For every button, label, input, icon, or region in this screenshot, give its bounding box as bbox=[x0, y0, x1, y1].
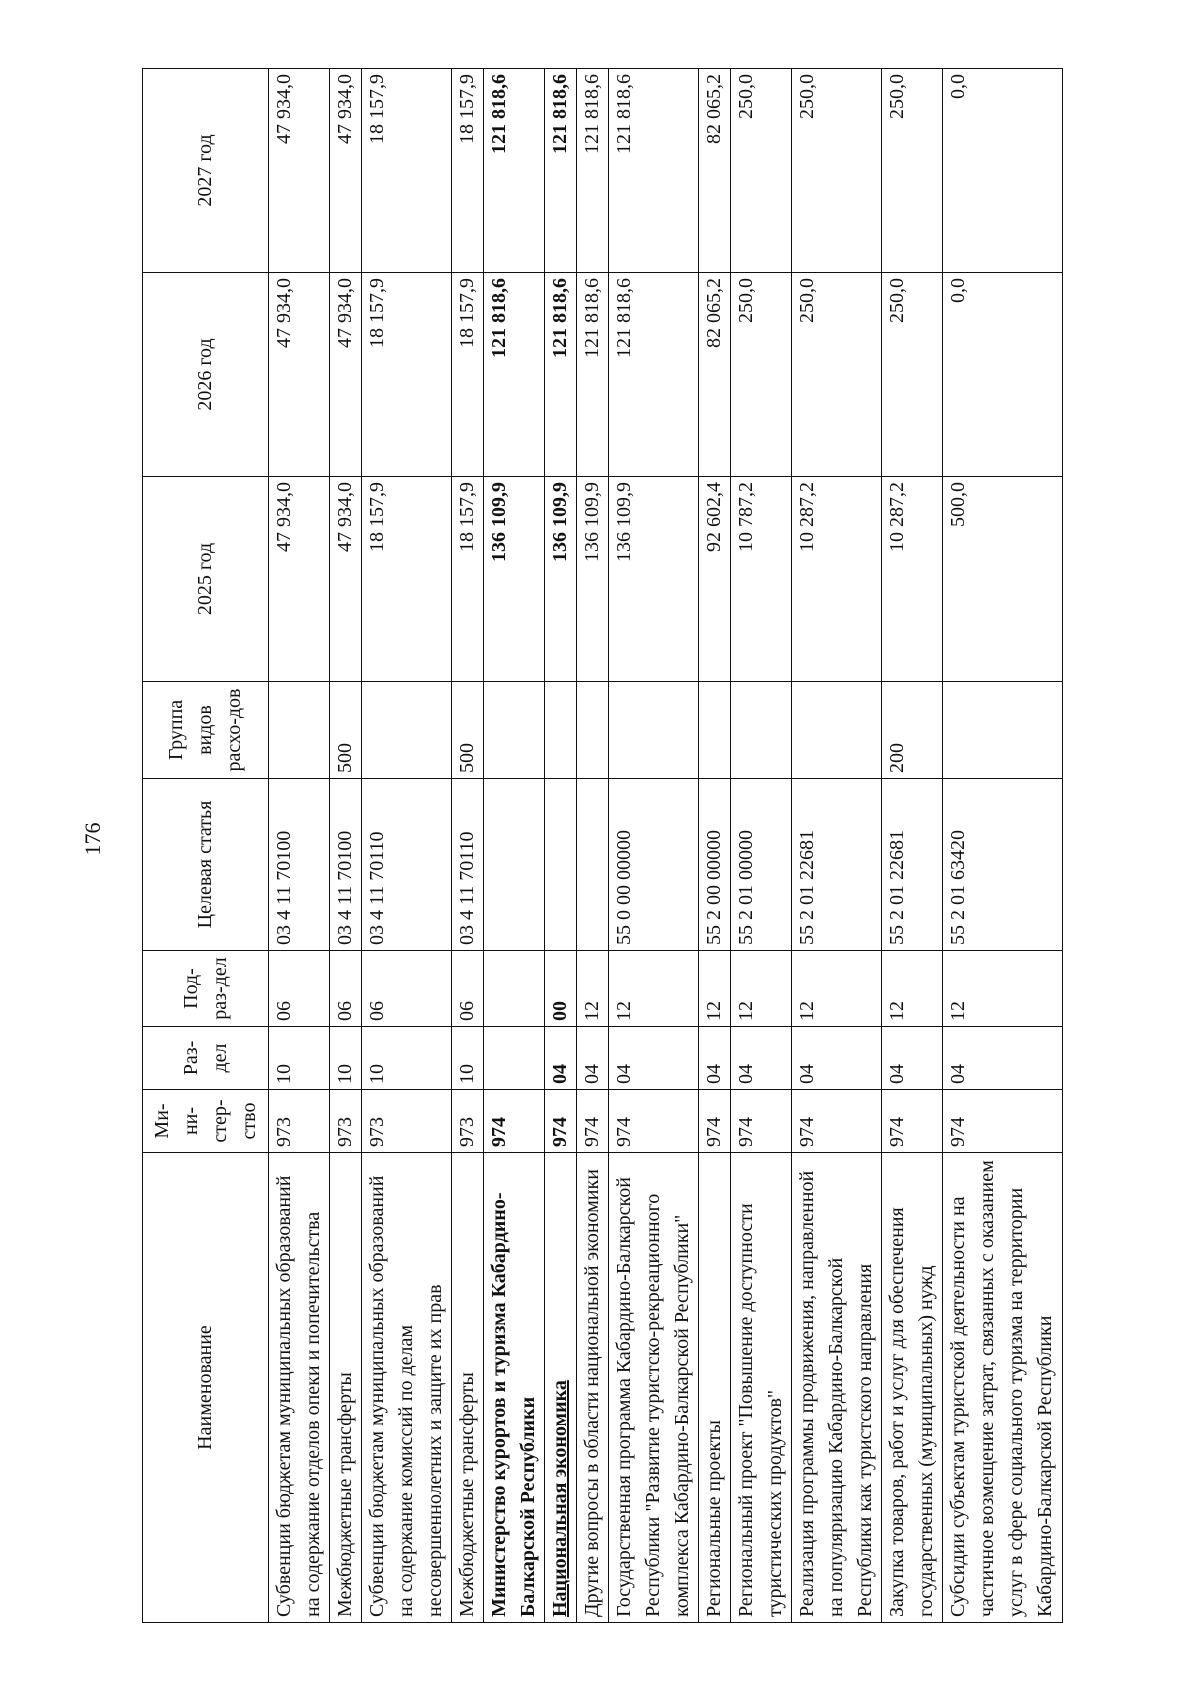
cell-2026: 121 818,6 bbox=[577, 273, 609, 477]
cell-target: 55 2 01 00000 bbox=[731, 779, 792, 951]
cell-target bbox=[545, 779, 577, 951]
cell-2026: 18 157,9 bbox=[452, 273, 484, 477]
cell-name-text: Национальная экономика bbox=[549, 1380, 571, 1617]
cell-group: 500 bbox=[330, 682, 362, 779]
cell-2026: 82 065,2 bbox=[699, 273, 731, 477]
table-row bbox=[731, 69, 792, 1623]
cell-target: 55 0 00 00000 bbox=[609, 779, 699, 951]
cell-subsection: 06 bbox=[362, 951, 452, 1027]
cell-section bbox=[484, 1027, 545, 1090]
cell-target: 55 2 01 22681 bbox=[792, 779, 882, 951]
cell-target: 55 2 01 22681 bbox=[882, 779, 943, 951]
table-row bbox=[452, 69, 484, 1623]
cell-subsection: 06 bbox=[330, 951, 362, 1027]
cell-group bbox=[792, 682, 882, 779]
header-subsection: Под-раз-дел bbox=[143, 951, 269, 1027]
cell-2027: 18 157,9 bbox=[362, 69, 452, 273]
cell-target: 03 4 11 70110 bbox=[362, 779, 452, 951]
cell-group bbox=[269, 682, 330, 779]
cell-2027: 121 818,6 bbox=[545, 69, 577, 273]
cell-section: 04 bbox=[943, 1027, 1063, 1090]
cell-ministry: 973 bbox=[269, 1090, 330, 1153]
header-row bbox=[143, 69, 269, 1623]
header-2025: 2025 год bbox=[143, 477, 269, 682]
budget-table-sheet bbox=[142, 69, 1076, 1623]
rotated-table-wrapper bbox=[142, 69, 1076, 1623]
cell-target bbox=[484, 779, 545, 951]
cell-section: 04 bbox=[882, 1027, 943, 1090]
table-row bbox=[330, 69, 362, 1623]
cell-2026: 47 934,0 bbox=[330, 273, 362, 477]
cell-name: Субвенции бюджетам муниципальных образований на содержание комиссий по делам несовершеннолетних и защите их прав bbox=[362, 1153, 452, 1623]
cell-name: Другие вопросы в области национальной экономики bbox=[577, 1153, 609, 1623]
cell-group: 200 bbox=[882, 682, 943, 779]
cell-2026: 121 818,6 bbox=[545, 273, 577, 477]
cell-2025: 47 934,0 bbox=[269, 477, 330, 682]
cell-2025: 136 109,9 bbox=[484, 477, 545, 682]
cell-2025: 10 287,2 bbox=[882, 477, 943, 682]
table-row bbox=[699, 69, 731, 1623]
cell-name: Реализация программы продвижения, направленной на популяризацию Кабардино-Балкарской Республики как туристского направления bbox=[792, 1153, 882, 1623]
table-row bbox=[545, 69, 577, 1623]
table-row bbox=[882, 69, 943, 1623]
cell-group bbox=[731, 682, 792, 779]
cell-section: 10 bbox=[452, 1027, 484, 1090]
cell-subsection: 12 bbox=[792, 951, 882, 1027]
cell-name: Министерство курортов и туризма Кабардино-Балкарской Республики bbox=[484, 1153, 545, 1623]
table-row bbox=[269, 69, 330, 1623]
cell-section: 04 bbox=[731, 1027, 792, 1090]
cell-target bbox=[577, 779, 609, 951]
table-row bbox=[609, 69, 699, 1623]
cell-2025: 136 109,9 bbox=[609, 477, 699, 682]
cell-2027: 82 065,2 bbox=[699, 69, 731, 273]
cell-name: Субсидии субъектам туристской деятельности на частичное возмещение затрат, связанных с оказанием услуг в сфере социального туризма на территории Кабардино-Балкарской Республики bbox=[943, 1153, 1063, 1623]
cell-ministry: 973 bbox=[362, 1090, 452, 1153]
cell-2025: 136 109,9 bbox=[545, 477, 577, 682]
table-row bbox=[484, 69, 545, 1623]
cell-2026: 250,0 bbox=[731, 273, 792, 477]
header-group: Группа видов расхо-дов bbox=[143, 682, 269, 779]
cell-name: Субвенции бюджетам муниципальных образований на содержание отделов опеки и попечительства bbox=[269, 1153, 330, 1623]
cell-section: 04 bbox=[609, 1027, 699, 1090]
cell-2025: 92 602,4 bbox=[699, 477, 731, 682]
cell-group bbox=[577, 682, 609, 779]
header-ministry: Ми-ни-стер-ство bbox=[143, 1090, 269, 1153]
cell-2025: 47 934,0 bbox=[330, 477, 362, 682]
header-section: Раз-дел bbox=[143, 1027, 269, 1090]
table-row bbox=[792, 69, 882, 1623]
cell-ministry: 974 bbox=[882, 1090, 943, 1153]
cell-name: Закупка товаров, работ и услуг для обеспечения государственных (муниципальных) нужд bbox=[882, 1153, 943, 1623]
cell-2025: 18 157,9 bbox=[362, 477, 452, 682]
cell-subsection: 12 bbox=[731, 951, 792, 1027]
cell-2027: 250,0 bbox=[792, 69, 882, 273]
cell-ministry: 973 bbox=[452, 1090, 484, 1153]
cell-group bbox=[484, 682, 545, 779]
cell-subsection: 12 bbox=[609, 951, 699, 1027]
cell-section: 04 bbox=[699, 1027, 731, 1090]
cell-2026: 47 934,0 bbox=[269, 273, 330, 477]
cell-2026: 0,0 bbox=[943, 273, 1063, 477]
cell-ministry: 974 bbox=[484, 1090, 545, 1153]
cell-group bbox=[699, 682, 731, 779]
cell-subsection: 12 bbox=[943, 951, 1063, 1027]
cell-ministry: 974 bbox=[943, 1090, 1063, 1153]
cell-name: Региональный проект "Повышение доступности туристических продуктов" bbox=[731, 1153, 792, 1623]
cell-2025: 500,0 bbox=[943, 477, 1063, 682]
cell-section: 04 bbox=[792, 1027, 882, 1090]
cell-2026: 250,0 bbox=[882, 273, 943, 477]
cell-subsection: 12 bbox=[699, 951, 731, 1027]
cell-section: 04 bbox=[577, 1027, 609, 1090]
cell-ministry: 973 bbox=[330, 1090, 362, 1153]
cell-target: 55 2 01 63420 bbox=[943, 779, 1063, 951]
cell-group bbox=[943, 682, 1063, 779]
cell-name: Региональные проекты bbox=[699, 1153, 731, 1623]
cell-subsection: 00 bbox=[545, 951, 577, 1027]
cell-2027: 0,0 bbox=[943, 69, 1063, 273]
cell-2027: 121 818,6 bbox=[609, 69, 699, 273]
cell-2025: 10 787,2 bbox=[731, 477, 792, 682]
cell-subsection: 06 bbox=[269, 951, 330, 1027]
cell-2027: 47 934,0 bbox=[269, 69, 330, 273]
table-row bbox=[577, 69, 609, 1623]
table-row bbox=[362, 69, 452, 1623]
cell-target: 55 2 00 00000 bbox=[699, 779, 731, 951]
cell-2027: 121 818,6 bbox=[577, 69, 609, 273]
cell-2027: 121 818,6 bbox=[484, 69, 545, 273]
cell-2025: 18 157,9 bbox=[452, 477, 484, 682]
cell-target: 03 4 11 70110 bbox=[452, 779, 484, 951]
header-2026: 2026 год bbox=[143, 273, 269, 477]
cell-subsection: 06 bbox=[452, 951, 484, 1027]
cell-2025: 136 109,9 bbox=[577, 477, 609, 682]
cell-ministry: 974 bbox=[609, 1090, 699, 1153]
cell-target: 03 4 11 70100 bbox=[269, 779, 330, 951]
cell-2027: 250,0 bbox=[731, 69, 792, 273]
budget-table bbox=[142, 68, 1063, 1623]
cell-target: 03 4 11 70100 bbox=[330, 779, 362, 951]
cell-group bbox=[609, 682, 699, 779]
cell-ministry: 974 bbox=[577, 1090, 609, 1153]
cell-ministry: 974 bbox=[699, 1090, 731, 1153]
cell-section: 04 bbox=[545, 1027, 577, 1090]
cell-ministry: 974 bbox=[545, 1090, 577, 1153]
cell-2026: 250,0 bbox=[792, 273, 882, 477]
cell-2025: 10 287,2 bbox=[792, 477, 882, 682]
cell-2027: 250,0 bbox=[882, 69, 943, 273]
header-2027: 2027 год bbox=[143, 69, 269, 273]
cell-2026: 121 818,6 bbox=[484, 273, 545, 477]
cell-subsection: 12 bbox=[577, 951, 609, 1027]
cell-name bbox=[545, 1153, 577, 1623]
cell-2026: 18 157,9 bbox=[362, 273, 452, 477]
header-name: Наименование bbox=[143, 1153, 269, 1623]
cell-2027: 18 157,9 bbox=[452, 69, 484, 273]
page-number: 176 bbox=[80, 822, 105, 856]
cell-section: 10 bbox=[330, 1027, 362, 1090]
cell-name: Межбюджетные трансферты bbox=[330, 1153, 362, 1623]
cell-2026: 121 818,6 bbox=[609, 273, 699, 477]
cell-name: Межбюджетные трансферты bbox=[452, 1153, 484, 1623]
cell-group bbox=[545, 682, 577, 779]
cell-section: 10 bbox=[362, 1027, 452, 1090]
cell-ministry: 974 bbox=[792, 1090, 882, 1153]
cell-group bbox=[362, 682, 452, 779]
cell-subsection bbox=[484, 951, 545, 1027]
cell-group: 500 bbox=[452, 682, 484, 779]
cell-subsection: 12 bbox=[882, 951, 943, 1027]
cell-2027: 47 934,0 bbox=[330, 69, 362, 273]
cell-ministry: 974 bbox=[731, 1090, 792, 1153]
cell-section: 10 bbox=[269, 1027, 330, 1090]
cell-name: Государственная программа Кабардино-Балкарской Республики "Развитие туристско-рекреационного комплекса Кабардино-Балкарской Республики" bbox=[609, 1153, 699, 1623]
header-target: Целевая статья bbox=[143, 779, 269, 951]
table-row bbox=[943, 69, 1063, 1623]
